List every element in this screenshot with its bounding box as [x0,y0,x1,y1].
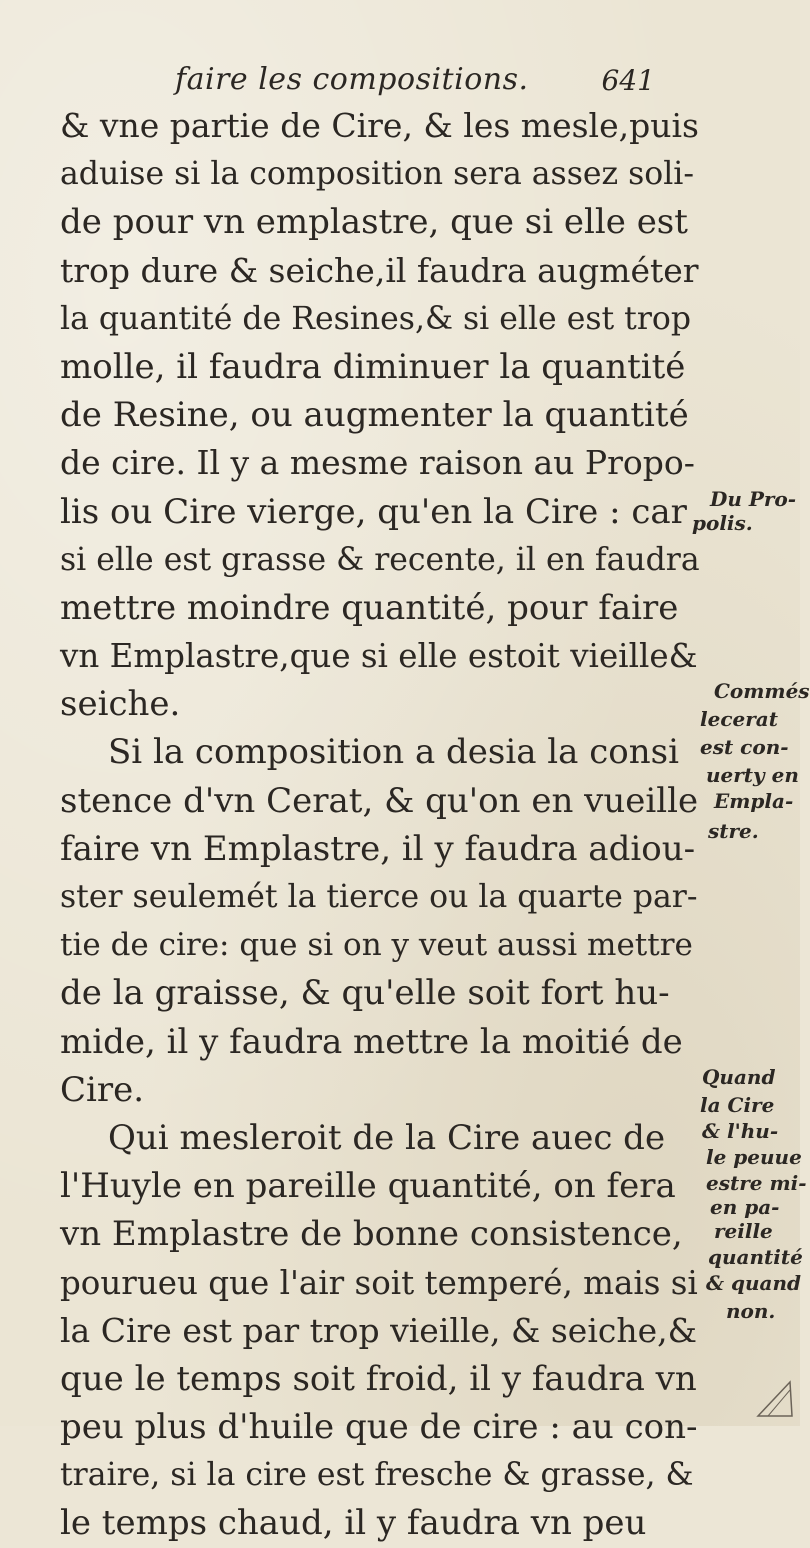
text-line: peu plus d'huile que de cire : au con- [60,1407,698,1448]
text-line: stence d'vn Cerat, & qu'on en vueille [60,780,699,821]
margin-note: & l'hu- [702,1119,779,1143]
margin-note: Quand [702,1065,776,1089]
page-number: 641 [601,64,655,97]
text-line: vn Emplastre de bonne consistence, [60,1214,683,1255]
margin-note: est con- [700,735,789,759]
text-line: & vne partie de Cire, & les mesle,puis [60,106,699,145]
margin-notes [692,0,810,1426]
text-line: le temps chaud, il y faudra vn peu [60,1503,647,1544]
running-title: faire les compositions. [175,62,529,97]
text-line: traire, si la cire est fresche & grasse, & [60,1457,694,1494]
text-line: tie de cire: que si on y veut aussi mettre [60,927,693,964]
margin-note: polis. [692,511,753,535]
text-line: vn Emplastre,que si elle estoit vieille& [60,637,698,676]
margin-note: uerty en [706,763,799,787]
margin-note: stre. [708,819,759,843]
text-line: mide, il y faudra mettre la moitié de [60,1021,683,1062]
page-corner-mark [754,1378,794,1418]
text-line: pourueu que l'air soit temperé, mais si [60,1263,698,1302]
text-line: Qui mesleroit de la Cire auec de [108,1117,666,1158]
text-line: mettre moindre quantité, pour faire [60,587,679,628]
text-line: faire vn Emplastre, il y faudra adiou- [60,828,696,869]
text-line: que le temps soit froid, il y faudra vn [60,1358,697,1399]
text-line: de la graisse, & qu'elle soit fort hu- [60,973,670,1014]
margin-note: quantité [708,1245,803,1269]
text-line: la Cire est par trop vieille, & seiche,& [60,1310,698,1350]
body-text [60,102,720,1548]
margin-note: reille [714,1219,773,1243]
text-line: de pour vn emplastre, que si elle est [60,202,688,243]
text-line: ster seulemét la tierce ou la quarte par- [60,879,698,915]
margin-note: Commés [714,679,810,703]
margin-note: lecerat [700,707,778,731]
margin-note: Empla- [714,789,794,813]
text-line: seiche. [60,684,181,725]
margin-note: Du Pro- [710,487,797,511]
text-line: Si la composition a desia la consi [108,732,679,773]
margin-note: non. [726,1299,776,1323]
text-line: la quantité de Resines,& si elle est trop [60,300,692,337]
text-line: de Resine, ou augmenter la quantité [60,395,689,436]
text-line: de cire. Il y a mesme raison au Propo- [60,443,695,483]
text-line: aduise si la composition sera assez soli- [60,156,695,193]
text-line: Cire. [60,1069,145,1110]
margin-note: estre mi- [706,1171,807,1195]
text-line: molle, il faudra diminuer la quantité [60,346,686,387]
margin-note: le peuue [706,1145,802,1169]
text-line: trop dure & seiche,il faudra augméter [60,250,699,290]
text-line: lis ou Cire vierge, qu'en la Cire : car [60,491,687,532]
page-header [175,62,655,102]
margin-note: la Cire [700,1093,775,1117]
margin-note: & quand [706,1271,802,1295]
text-line: si elle est grasse & recente, il en faudra [60,541,700,578]
text-line: l'Huyle en pareille quantité, on fera [60,1166,676,1207]
margin-note: en pa- [710,1195,780,1219]
